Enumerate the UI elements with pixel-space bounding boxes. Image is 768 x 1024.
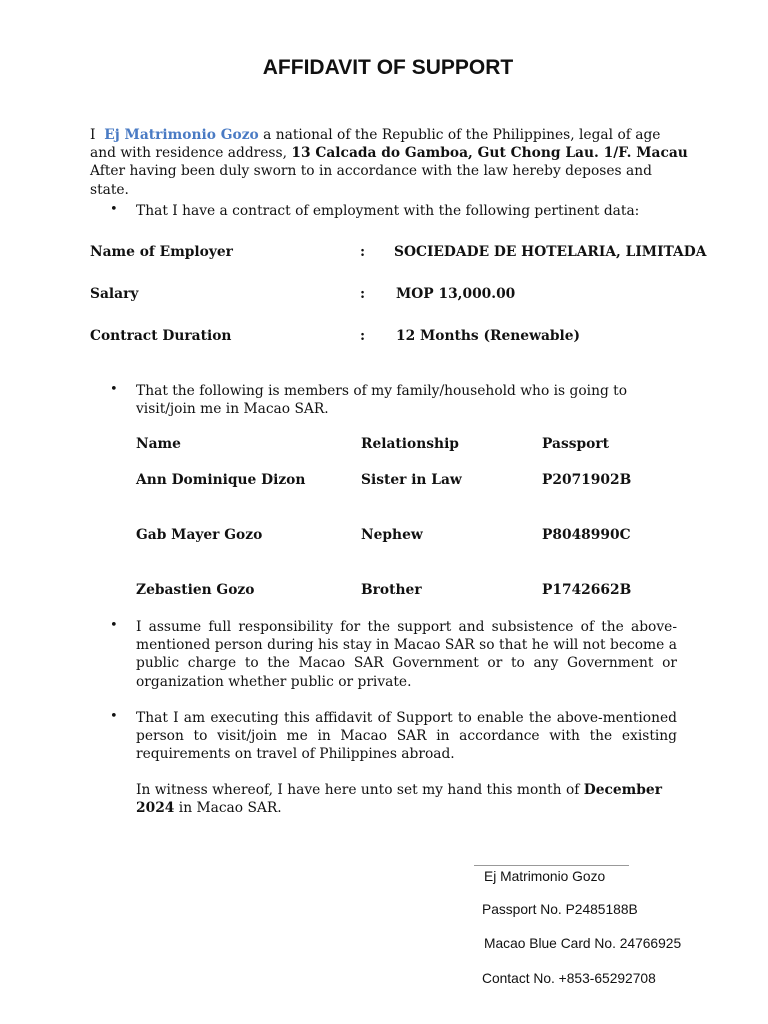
family-row-relationship: Brother [361,582,422,598]
bullet-icon: • [110,202,118,217]
bullet-icon: • [110,709,118,724]
intro-prefix: I [90,127,96,143]
signatory-name: Ej Matrimonio Gozo [484,869,606,884]
intro-paragraph [90,126,690,199]
contract-duration-separator: : [360,328,366,344]
signatory-contact: Contact No. +853-65292708 [482,971,656,986]
executing-text: That I am executing this affidavit of Support to enable the above-mentioned person to visit/join me in Macao SAR in accordance with the existing requirements on travel of Philippines abroad. [136,710,677,763]
family-row-relationship: Nephew [361,527,423,543]
employer-value: SOCIEDADE DE HOTELARIA, LIMITADA [394,244,707,260]
family-bullet-text: That the following is members of my family/household who is going to visit/join me in Macao SAR. [136,383,628,418]
family-row-passport: P1742662B [542,582,632,598]
family-row-name: Zebastien Gozo [136,582,255,598]
signature-line [474,865,629,866]
family-header-relationship: Relationship [361,436,459,452]
family-header-passport: Passport [542,436,609,452]
family-row-passport: P2071902B [542,472,632,488]
signatory-blue-card: Macao Blue Card No. 24766925 [484,936,682,951]
witness-text-2: in Macao SAR. [178,800,282,817]
salary-value: MOP 13,000.00 [396,286,516,302]
bullet-icon: • [110,618,118,633]
family-row-name: Ann Dominique Dizon [136,472,306,488]
document-title: AFFIDAVIT OF SUPPORT [262,56,514,79]
witness-date: December 2024 [136,782,662,817]
intro-text-2: After having been duly sworn to in accordance with the law hereby deposes and state. [90,163,652,198]
salary-separator: : [360,286,366,302]
responsibility-text: I assume full responsibility for the support and subsistence of the above-mentioned person during his stay in Macao SAR so that he will not become a public charge to the Macao SAR Government or to any Government or organization whether public or private. [136,619,677,690]
intro-text-1: a national of the Republic of the Philippines, legal of age and with residence address, [90,127,661,162]
family-row-relationship: Sister in Law [361,472,462,488]
family-header-name: Name [136,436,181,452]
family-row-passport: P8048990C [542,527,631,543]
family-row-name: Gab Mayer Gozo [136,527,263,543]
employer-label: Name of Employer [90,244,233,260]
employment-bullet-text: That I have a contract of employment with the following pertinent data: [136,203,640,219]
salary-label: Salary [90,286,139,302]
contract-duration-label: Contract Duration [90,328,232,344]
employer-separator: : [360,244,366,260]
bullet-icon: • [110,382,118,397]
affiant-name: Ej Matrimonio Gozo [104,127,259,143]
witness-paragraph [136,781,677,817]
residence-address: 13 Calcada do Gamboa, Gut Chong Lau. 1/F. Macau [291,145,688,162]
witness-text-1: In witness whereof, I have here unto set my hand this month of [136,782,580,798]
contract-duration-value: 12 Months (Renewable) [396,328,581,344]
signatory-passport: Passport No. P2485188B [482,902,638,917]
